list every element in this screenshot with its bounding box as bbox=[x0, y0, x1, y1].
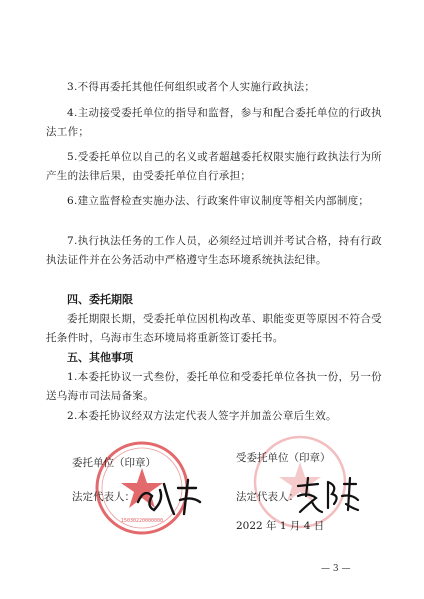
right-rep-label: 法定代表人： bbox=[236, 491, 299, 503]
left-rep-label: 法定代表人： bbox=[72, 491, 135, 503]
paragraph-item-6: 6.建立监督检查实施办法、行政案件审议制度等相关内部制度； bbox=[67, 195, 370, 207]
paragraph-item-7: 7.执行执法任务的工作人员，必须经过培训并考试合格，持有行政执法证件并在公务活动中严格遵守生态环境系统执法纪律。 bbox=[46, 235, 382, 266]
paragraph-item-4: 4.主动接受委托单位的指导和监督，参与和配合委托单位的行政执法工作； bbox=[46, 107, 382, 138]
page-number: — 3 — bbox=[321, 564, 351, 574]
seal-number: 15030220000000 bbox=[120, 518, 164, 524]
section-term-body: 委托期限长期，受委托单位因机构改革、职能变更等原因不符合受托条件时，乌海市生态环境局将重新签订委托书。 bbox=[46, 313, 382, 344]
right-unit-label: 受委托单位（印章） bbox=[236, 452, 331, 464]
section-other-item-1: 1.本委托协议一式叁份，委托单位和受委托单位各执一份，另一份送乌海市司法局备案。 bbox=[46, 371, 382, 402]
left-handwritten-signature bbox=[130, 470, 220, 520]
section-heading-term: 四、委托期限 bbox=[67, 293, 133, 306]
section-heading-other: 五、其他事项 bbox=[67, 351, 133, 364]
paragraph-item-3: 3.不得再委托其他任何组织或者个人实施行政执法； bbox=[67, 81, 316, 93]
paragraph-item-5: 5.受委托单位以自己的名义或者超越委托权限实施行政执法行为所产生的法律后果，由受委托单位自行承担； bbox=[46, 151, 382, 182]
right-handwritten-signature bbox=[292, 474, 364, 518]
left-unit-label: 委托单位（印章） bbox=[72, 457, 156, 469]
document-date: 2022 年 1 月 4 日 bbox=[236, 520, 325, 532]
section-other-item-2: 2.本委托协议经双方法定代表人签字并加盖公章后生效。 bbox=[67, 410, 337, 422]
